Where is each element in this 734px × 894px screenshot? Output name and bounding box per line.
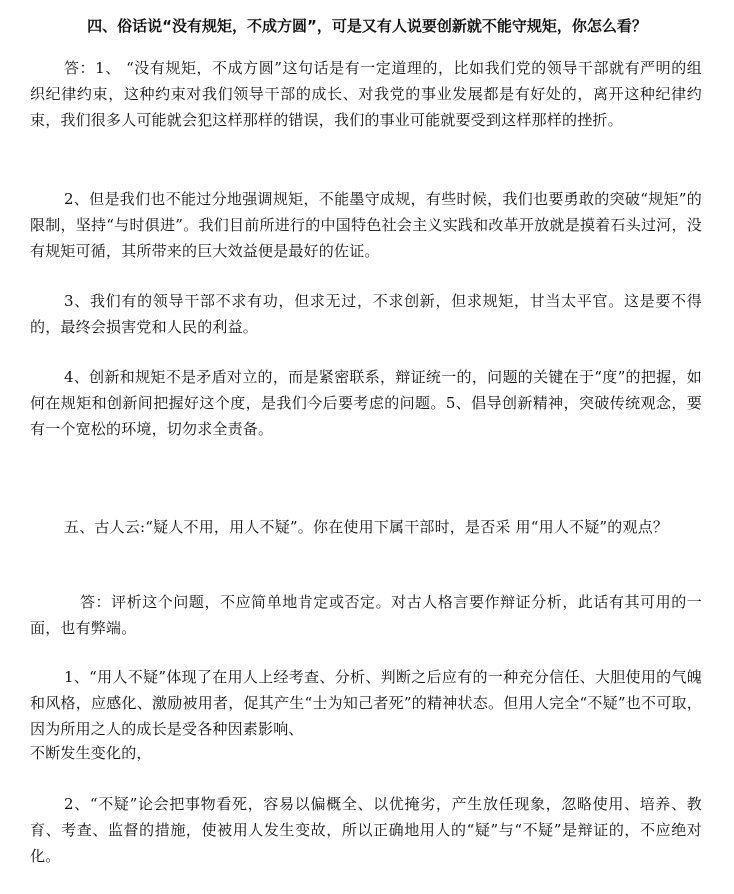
section-4-answer-intro: 答：1、 “没有规矩，不成方圆”这句话是有一定道理的，比如我们党的领导干部就有严明的组织纪律约束，这种约束对我们领导干部的成长、对我党的事业发展都是有好处的，离开这种纪律约束，我们很多人可能就会犯这样那样的错误，我们的事业可能就要受到这样那样的挫折。 (30, 59, 702, 129)
section-5-point-2: 2、“不疑”论会把事物看死，容易以偏概全、以优掩劣，产生放任现象，忽略使用、培养、教育、考查、监督的措施，使被用人发生变故，所以正确地用人的“疑”与“不疑”是辩证的，不应绝对化。 (30, 795, 702, 865)
section-4-point-4-5: 4、创新和规矩不是矛盾对立的，而是紧密联系，辩证统一的，问题的关键在于“度”的把握，如何在规矩和创新间把握好这个度，是我们今后要考虑的问题。5、倡导创新精神，突破传统观念，要有一个宽松的环境，切勿求全责备。 (30, 368, 702, 438)
section-5-answer-intro: 答：评析这个问题，不应简单地肯定或否定。对古人格言要作辩证分析，此话有其可用的一面，也有弊端。 (30, 593, 702, 637)
section-4-heading: 四、俗话说“没有规矩，不成方圆”，可是又有人说要创新就不能守规矩，你怎么看？ (87, 17, 647, 35)
section-5-point-1-continuation: 不断发生变化的， (30, 744, 152, 762)
section-5-question: 五、古人云:“疑人不用，用人不疑”。你在使用下属干部时，是否采 用“用人不疑”的观点？ (64, 518, 669, 536)
section-5-point-1: 1、“用人不疑”体现了在用人上经考查、分析、判断之后应有的一种充分信任、大胆使用的气魄和风格，应感化、激励被用者，促其产生“士为知己者死”的精神状态。但用人完全“不疑”也不可取，因为所用之人的成长是受各种因素影响、 (30, 668, 702, 738)
section-4-point-2: 2、但是我们也不能过分地强调规矩，不能墨守成规，有些时候，我们也要勇敢的突破“规矩”的限制，坚持“与时俱进”。我们目前所进行的中国特色社会主义实践和改革开放就是摸着石头过河，没有规矩可循，其所带来的巨大效益便是最好的佐证。 (30, 190, 702, 260)
section-4-point-3: 3、我们有的领导干部不求有功，但求无过，不求创新，但求规矩，甘当太平官。这是要不得的，最终会损害党和人民的利益。 (30, 292, 702, 336)
